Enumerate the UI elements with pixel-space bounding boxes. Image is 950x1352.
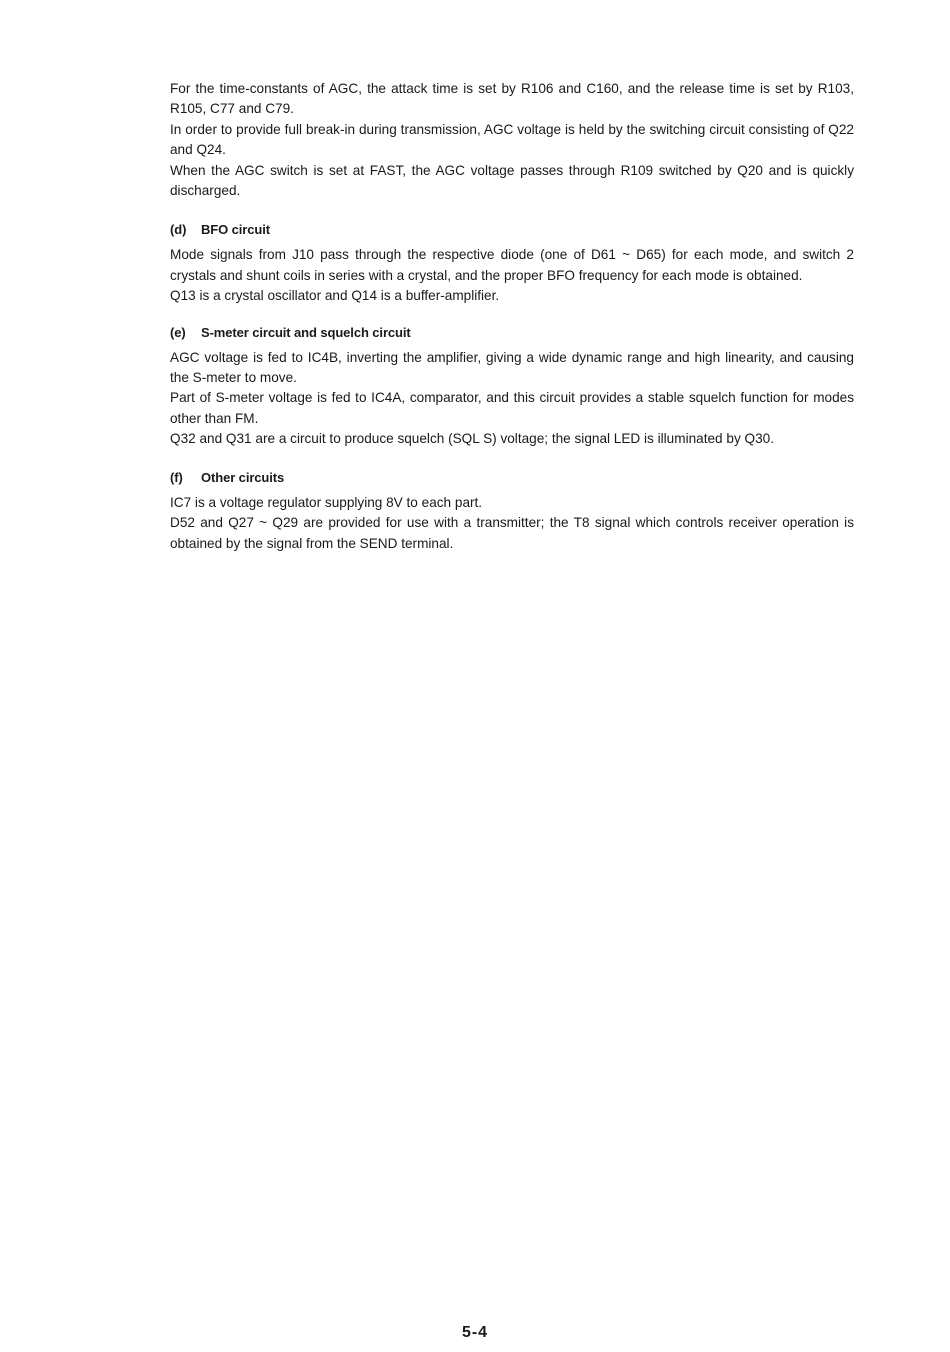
paragraph-agc-time-constants: For the time-constants of AGC, the attack time is set by R106 and C160, and the release time is set by R103, R105, C77 and C79. <box>170 81 854 117</box>
paragraph-bfo-oscillator: Q13 is a crystal oscillator and Q14 is a buffer-amplifier. <box>170 288 500 304</box>
paragraph-agc-fast: When the AGC switch is set at FAST, the AGC voltage passes through R109 switched by Q20 and is quickly discharged. <box>170 162 854 199</box>
section-s-meter-squelch <box>170 324 854 450</box>
section-heading <box>170 221 854 239</box>
section-bfo-circuit <box>170 221 854 306</box>
paragraph-transmitter-interface: D52 and Q27 ~ Q29 are provided for use with a transmitter; the T8 signal which controls receiver operation is obtained by the signal from the SEND terminal. <box>170 515 854 551</box>
document-body <box>170 79 854 554</box>
paragraph-squelch-comparator: Part of S-meter voltage is fed to IC4A, comparator, and this circuit provides a stable squelch function for modes other than FM. <box>170 390 854 426</box>
section-title: Other circuits <box>201 469 285 485</box>
page-number: 5-4 <box>461 1324 489 1341</box>
paragraph-bfo-mode-signals: Mode signals from J10 pass through the respective diode (one of D61 ~ D65) for each mode, and switch 2 crystals and shunt coils in series with a crystal, and the proper BFO frequency for each mode is obtained. <box>170 247 854 283</box>
section-title: S-meter circuit and squelch circuit <box>201 324 411 340</box>
intro-section <box>170 79 854 201</box>
paragraph-agc-break-in: In order to provide full break-in during transmission, AGC voltage is held by the switching circuit consisting of Q22 and Q24. <box>170 121 854 158</box>
section-heading <box>170 469 854 487</box>
section-label: (d) <box>170 222 187 238</box>
section-label: (e) <box>170 324 186 340</box>
paragraph-s-meter-agc: AGC voltage is fed to IC4B, inverting the amplifier, giving a wide dynamic range and high linearity, and causing the S-meter to move. <box>170 349 854 386</box>
section-title: BFO circuit <box>201 222 270 238</box>
section-heading <box>170 324 854 342</box>
section-other-circuits <box>170 469 854 554</box>
section-label: (f) <box>170 469 183 485</box>
paragraph-voltage-regulator: IC7 is a voltage regulator supplying 8V to each part. <box>170 494 483 510</box>
paragraph-squelch-voltage: Q32 and Q31 are a circuit to produce squelch (SQL S) voltage; the signal LED is illuminated by Q30. <box>170 431 774 447</box>
